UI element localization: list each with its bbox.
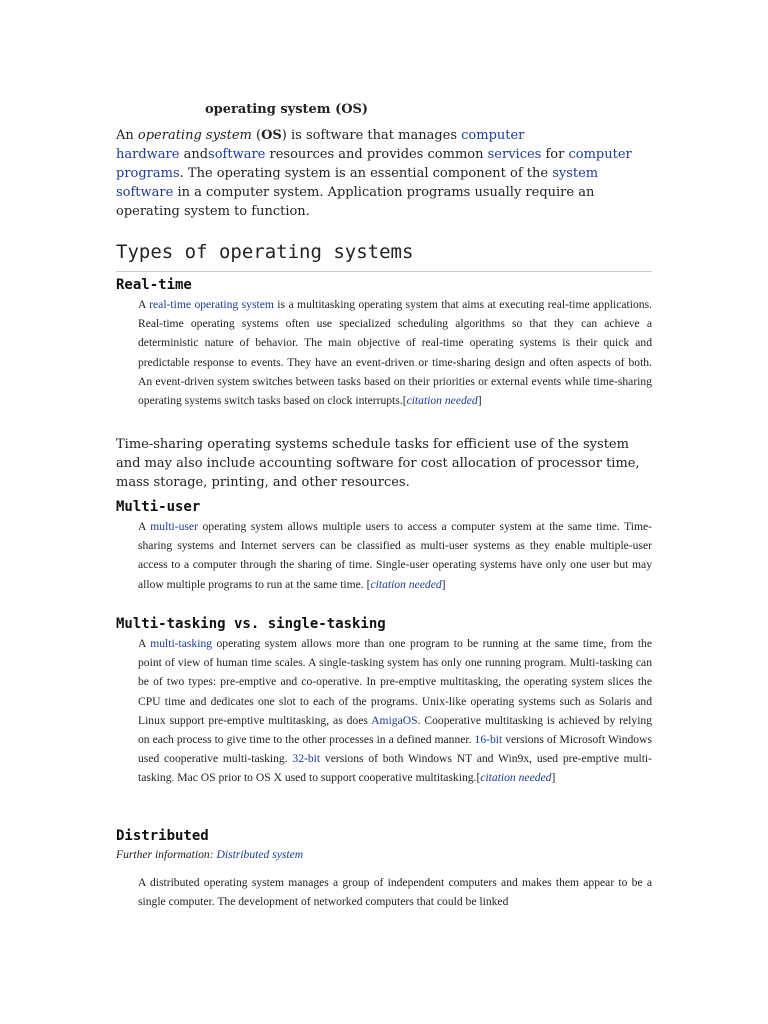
intro-text: and	[179, 147, 209, 162]
citation-needed-link[interactable]	[480, 771, 551, 784]
intro-text: (	[251, 128, 262, 143]
link-distributed-system[interactable]: Distributed system	[216, 848, 304, 861]
paragraph-text: is a multitasking operating system that aims at executing real-time applications. Real-time operating systems often use specialized scheduling algorithms so that they can achieve a deterministic nature of behavior. The main objective of real-time operating systems is their quick and predictable response to events. They have an event-driven or time-sharing design and often aspects of both. An event-driven system switches between tasks based on their priorities or external events while time-sharing operating systems switch tasks based on clock interrupts.	[138, 298, 652, 408]
paragraph-text: A	[138, 298, 150, 311]
multitasking-paragraph	[138, 634, 652, 788]
distributed-paragraph: A distributed operating system manages a group of independent computers and makes them appear to be a single computer. The development of networked computers that could be linked	[138, 876, 652, 909]
paragraph-text: . Cooperative multitasking is achieved by relying on each process to give time to the other processes in a defined manner.	[138, 713, 653, 747]
cite-bracket: [	[366, 577, 371, 591]
intro-text: . The operating system is an essential component of the	[179, 166, 553, 181]
intro-text: resources and provides common	[265, 147, 488, 162]
intro-paragraph	[116, 126, 656, 221]
document-title: operating system (OS)	[205, 102, 369, 117]
citation-needed-link[interactable]	[407, 394, 478, 407]
heading-distributed: Distributed	[116, 828, 209, 844]
intro-abbrev: OS	[261, 128, 282, 143]
link-hardware[interactable]: hardware	[116, 147, 180, 162]
heading-multi-user: Multi-user	[116, 499, 201, 515]
citation-text: citation needed	[370, 577, 442, 591]
link-amigaos[interactable]: AmigaOS	[371, 713, 418, 727]
paragraph-text: versions of Microsoft Windows used cooperative multi-tasking.	[138, 733, 652, 766]
link-16-bit[interactable]: 16-bit	[474, 733, 503, 747]
paragraph-text: operating system allows multiple users to access a computer system at the same time. Time-sharing systems and Internet servers can be classified as multi-user systems as they enable multiple-user access to a computer through the sharing of time. Single-user operating systems have only one user but may allow multiple programs to run at the same time.	[138, 520, 653, 591]
intro-term: operating system	[137, 128, 252, 143]
link-services[interactable]: services	[487, 147, 542, 162]
citation-text: citation needed	[480, 771, 552, 785]
link-real-time-os[interactable]: real-time operating system	[149, 298, 274, 311]
link-multi-tasking[interactable]: multi-tasking	[150, 637, 213, 650]
heading-real-time: Real-time	[116, 277, 192, 293]
realtime-paragraph	[138, 295, 652, 410]
link-32-bit[interactable]: 32-bit	[292, 752, 321, 766]
citation-text: citation needed	[406, 394, 478, 408]
link-multi-user[interactable]: multi-user	[150, 520, 198, 533]
paragraph-text: versions of both Windows NT and Win9x, used pre-emptive multi-tasking. Mac OS prior to OS X used to support cooperative multitasking.	[138, 752, 652, 785]
citation-needed-link[interactable]	[370, 578, 441, 591]
paragraph-text: operating system allows more than one program to be running at the same time, from the point of view of human time scales. A single-tasking system has only one running program. Multi-tasking can be of two types: pre-emptive and co-operative. In pre-emptive multitasking, the operating system slices the CPU time and dedicates one slot to each of the programs. Unix-like operating systems such as Solaris and Linux support pre-emptive multitasking, as does	[138, 637, 653, 727]
link-computer[interactable]: computer	[461, 128, 525, 143]
paragraph-text: A	[138, 637, 151, 650]
intro-text: ) is software that manages	[281, 128, 462, 143]
link-software[interactable]: software	[208, 147, 266, 162]
cite-bracket: [	[476, 771, 481, 785]
further-information	[116, 848, 303, 861]
further-label: Further information:	[116, 848, 217, 861]
cite-bracket: [	[402, 394, 407, 408]
cite-bracket: ]	[477, 394, 482, 408]
intro-text: An	[116, 128, 138, 143]
link-system-software[interactable]: system software	[116, 166, 599, 200]
intro-text: for	[541, 147, 569, 162]
intro-text: in a computer system. Application programs usually require an operating system to function.	[116, 185, 595, 219]
cite-bracket: ]	[441, 577, 446, 591]
section-divider	[116, 271, 652, 272]
timesharing-paragraph: Time-sharing operating systems schedule tasks for efficient use of the system and may also include accounting software for cost allocation of processor time, mass storage, printing, and other resources.	[116, 437, 640, 490]
paragraph-text: A	[138, 520, 151, 533]
multiuser-paragraph	[138, 517, 652, 594]
cite-bracket: ]	[551, 771, 556, 785]
heading-multi-tasking: Multi-tasking vs. single-tasking	[116, 616, 386, 632]
link-computer-programs[interactable]: computer programs	[116, 147, 632, 181]
section-heading: Types of operating systems	[116, 241, 414, 263]
